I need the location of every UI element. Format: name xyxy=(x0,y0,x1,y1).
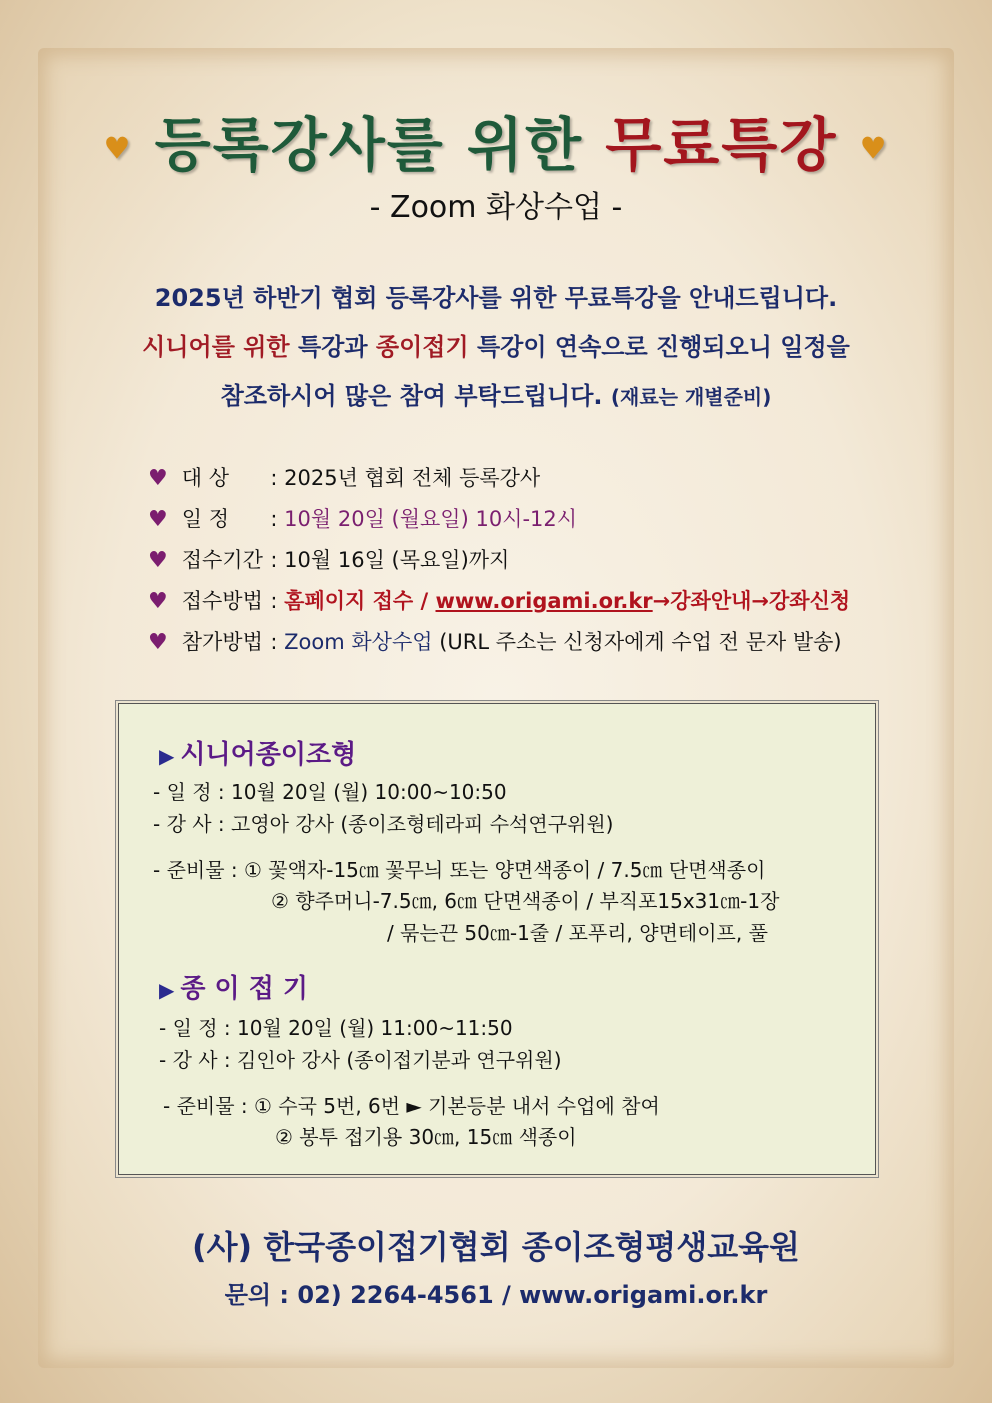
triangle-right-icon: ▶ xyxy=(159,744,175,768)
senior-materials-3: / 묶는끈 50㎝-1줄 / 포푸리, 양면테이프, 풀 xyxy=(387,921,768,945)
contact-info: 문의 : 02) 2264-4561 / www.origami.or.kr xyxy=(224,1281,768,1309)
heart-icon: ♥ xyxy=(148,589,168,614)
info-label: 접수방법 xyxy=(181,589,263,613)
intro-line-2 xyxy=(0,327,992,362)
info-apply-method xyxy=(148,585,928,615)
info-value: 2025년 협회 전체 등록강사 xyxy=(284,466,541,490)
title-part-for: 를 위한 xyxy=(386,111,606,179)
info-value-note: (URL 주소는 신청자에게 수업 전 문자 발송) xyxy=(432,630,842,654)
intro-line-3 xyxy=(0,376,992,411)
title-part-free-lecture: 무료특강 xyxy=(605,111,838,179)
heart-icon: ♥ xyxy=(148,630,168,655)
lecture-details-box xyxy=(118,703,876,1175)
website-link[interactable]: www.origami.or.kr xyxy=(435,589,653,613)
page-title xyxy=(0,98,992,182)
heart-icon: ♥ xyxy=(103,131,133,167)
origami-section-title xyxy=(159,968,308,1005)
title-part-instructors: 등록강사 xyxy=(154,111,387,179)
intro-text: 특강과 xyxy=(289,333,376,361)
intro-line-1: 2025년 하반기 협회 등록강사를 위한 무료특강을 안내드립니다. xyxy=(154,284,838,312)
info-join-method xyxy=(148,626,928,656)
organization-name: (사) 한국종이접기협회 종이조형평생교육원 xyxy=(192,1228,800,1266)
subtitle: - Zoom 화상수업 - xyxy=(369,190,623,225)
heart-icon: ♥ xyxy=(148,507,168,532)
info-sep: : xyxy=(263,507,285,531)
origami-schedule: - 일 정 : 10월 20일 (월) 11:00~11:50 xyxy=(159,1016,513,1040)
info-value-path: →강좌안내→강좌신청 xyxy=(652,589,851,613)
info-value: 홈페이지 접수 / xyxy=(284,589,436,613)
section-title-text: 시니어종이조형 xyxy=(180,740,357,770)
intro-senior-text: 시니어를 위한 xyxy=(142,333,290,361)
senior-section-title xyxy=(159,734,356,771)
info-deadline xyxy=(148,544,928,574)
info-label: 일 정 xyxy=(181,507,229,531)
origami-materials-2: ② 봉투 접기용 30㎝, 15㎝ 색종이 xyxy=(275,1125,577,1149)
info-label: 접수기간 xyxy=(181,548,263,572)
origami-instructor: - 강 사 : 김인아 강사 (종이접기분과 연구위원) xyxy=(159,1048,562,1072)
info-sep: : xyxy=(263,630,285,654)
origami-materials-1: - 준비물 : ① 수국 5번, 6번 ► 기본등분 내서 수업에 참여 xyxy=(163,1094,660,1118)
senior-schedule: - 일 정 : 10월 20일 (월) 10:00~10:50 xyxy=(153,780,507,804)
info-value: 10월 20일 (월요일) 10시-12시 xyxy=(284,507,578,531)
heart-icon: ♥ xyxy=(148,466,168,491)
info-value: 10월 16일 (목요일)까지 xyxy=(284,548,510,572)
heart-icon: ♥ xyxy=(148,548,168,573)
info-value: Zoom 화상수업 xyxy=(284,630,433,654)
info-sep: : xyxy=(263,548,285,572)
info-label: 참가방법 xyxy=(181,630,263,654)
senior-materials-1: - 준비물 : ① 꽃액자-15㎝ 꽃무늬 또는 양면색종이 / 7.5㎝ 단면색종이 xyxy=(153,858,766,882)
heart-icon: ♥ xyxy=(859,131,889,167)
info-label: 대 상 xyxy=(181,466,229,490)
info-sep: : xyxy=(263,589,285,613)
senior-materials-2: ② 향주머니-7.5㎝, 6㎝ 단면색종이 / 부직포15x31㎝-1장 xyxy=(271,889,780,913)
info-sep: : xyxy=(263,466,285,490)
intro-origami-text: 종이접기 xyxy=(375,333,469,361)
senior-instructor: - 강 사 : 고영아 강사 (종이조형테라피 수석연구위원) xyxy=(153,812,614,836)
intro-text: 참조하시어 많은 참여 부탁드립니다. xyxy=(220,382,611,410)
intro-materials-note: (재료는 개별준비) xyxy=(610,385,772,409)
info-schedule xyxy=(148,503,928,533)
triangle-right-icon: ▶ xyxy=(159,978,175,1002)
info-target xyxy=(148,462,928,492)
section-title-text: 종 이 접 기 xyxy=(180,974,309,1004)
intro-text: 특강이 연속으로 진행되오니 일정을 xyxy=(468,333,850,361)
